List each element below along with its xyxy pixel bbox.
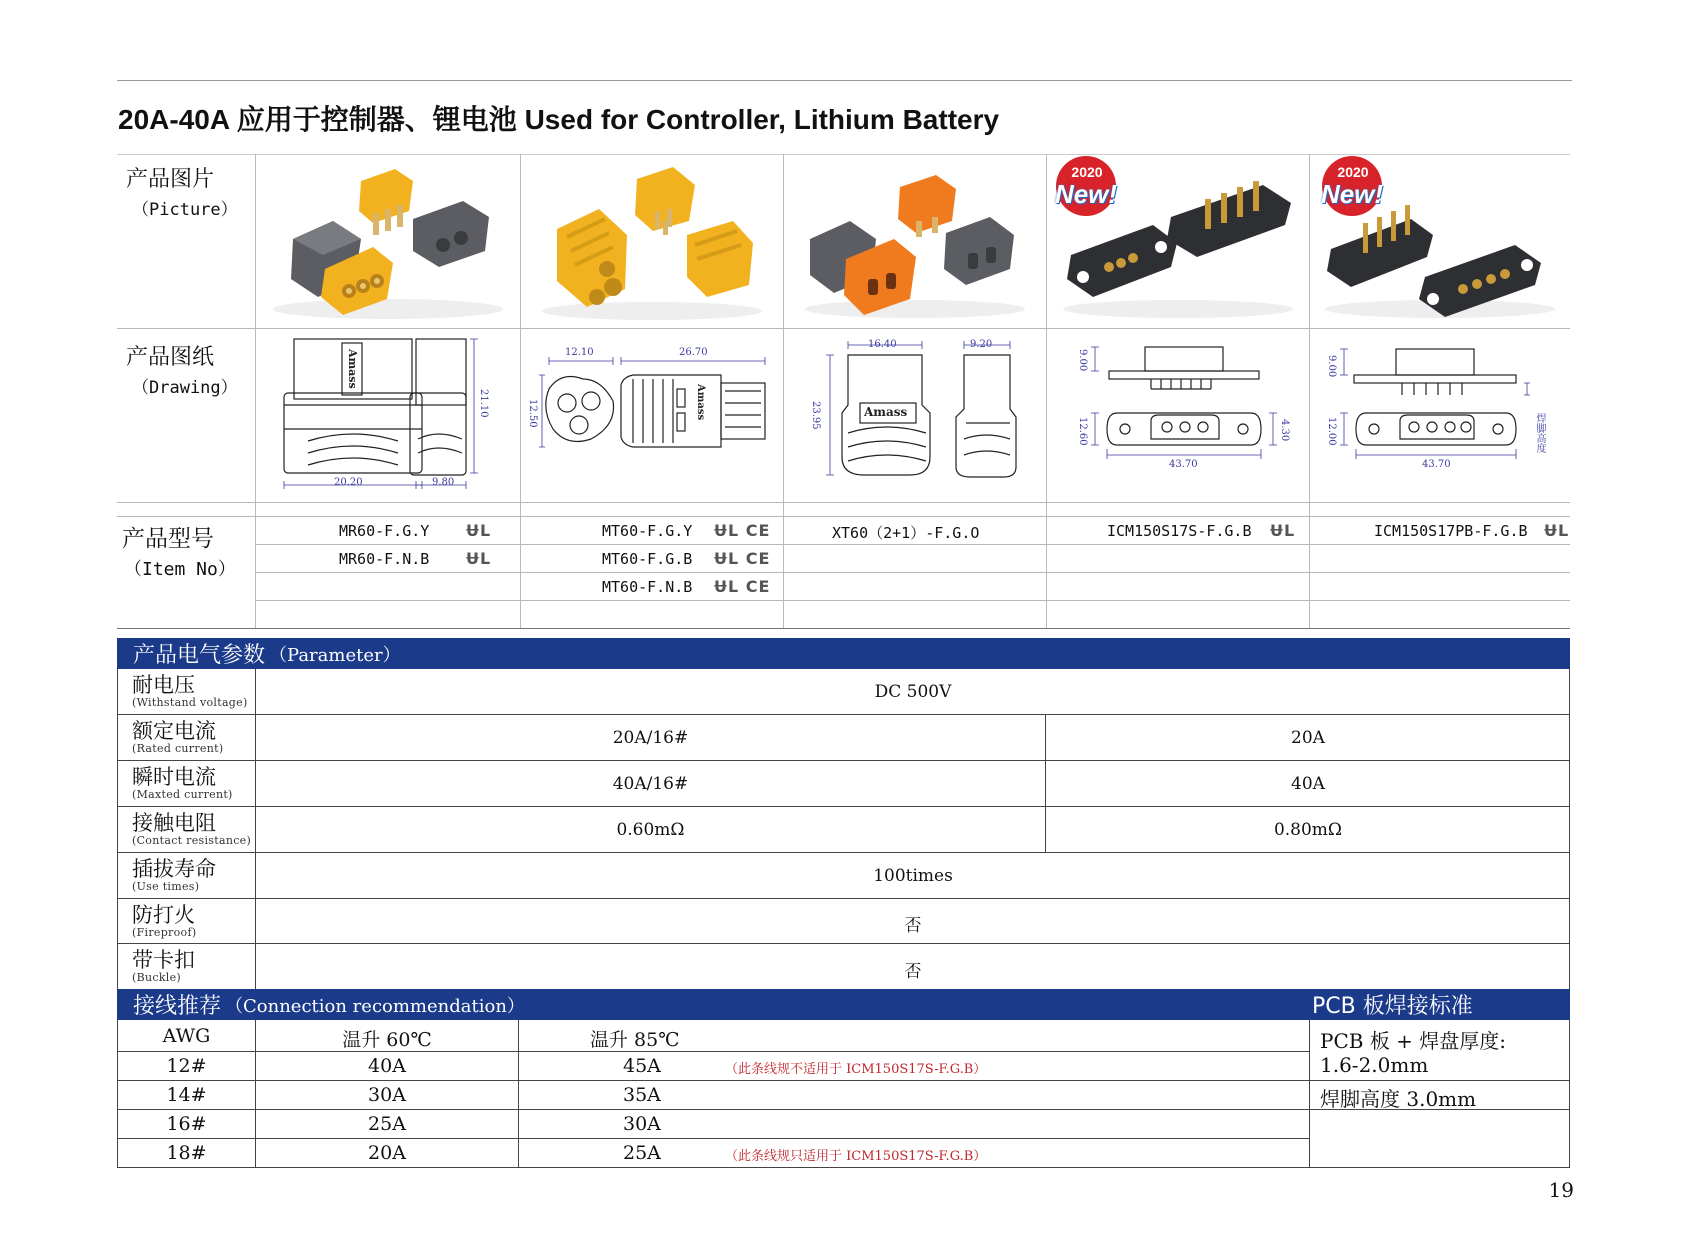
grid-line [117,1080,1570,1081]
dim-label: 12.00 [1326,417,1337,446]
dim-label: 4.30 [1279,419,1290,442]
param-label [132,673,248,709]
param-label-en: (Rated current) [132,742,224,755]
item-label-en: （Item No） [124,559,236,580]
grid-line [117,628,1570,629]
drawing-mr60 [256,329,520,502]
param-label [132,903,196,939]
dim-label: 9.00 [1326,355,1337,378]
col-temp-60: 温升 60℃ [342,1029,432,1051]
top-rule [117,80,1572,81]
picture-row-label [126,162,238,220]
grid-line [117,898,1570,899]
dim-label: 焊脚高度 [1534,413,1545,453]
grid-line [117,714,1570,715]
new-badge-text: New! [1320,179,1384,209]
item-code: MT60-F.G.B [602,550,693,568]
ul-cert-icon: ɄL [466,549,492,568]
item-code: MT60-F.G.Y [602,522,693,540]
awg-value: 16# [166,1113,207,1135]
grid-line [518,1020,519,1167]
page-title: 20A-40A 应用于控制器、锂电池 Used for Controller, Lithium Battery [118,104,1000,135]
wiring-note: （此条线规只适用于 ICM150S17S-F.G.B） [725,1149,987,1164]
param-label-en: (Use times) [132,880,200,893]
item-code: ICM150S17PB-F.G.B [1374,522,1528,540]
item-code: ICM150S17S-F.G.B [1107,522,1252,540]
temp85-value: 45A [623,1055,661,1077]
wiring-header-cn: 接线推荐 [133,994,222,1019]
product-photo-mt60 [521,155,783,328]
param-label [132,948,195,984]
param-label-en: (Contact resistance) [132,834,252,847]
grid-line [255,544,1570,545]
ul-cert-icon: ɄL [1270,521,1296,540]
param-value: 0.60mΩ [616,820,685,840]
ul-ce-cert-icon: ɄL CE [714,577,771,596]
ul-ce-cert-icon: ɄL CE [714,549,771,568]
pcb-header [1310,989,1570,1020]
wiring-note: （此条线规不适用于 ICM150S17S-F.G.B） [725,1062,987,1077]
dim-label: 23.95 [810,401,821,430]
drawing-row-label [126,340,238,398]
param-label-cn: 耐电压 [132,673,195,697]
dim-label: 16.40 [868,339,897,350]
new-badge [1318,154,1384,220]
item-code: MR60-F.G.Y [339,522,430,540]
item-code: MT60-F.N.B [602,578,693,596]
grid-line [255,600,1570,601]
picture-label-cn: 产品图片 [126,167,215,192]
param-value: 40A/16# [612,774,689,794]
col-temp-85: 温升 85℃ [590,1029,680,1051]
param-value: 否 [904,916,922,936]
param-label-cn: 防打火 [132,903,195,927]
product-photo-xt60 [784,155,1046,328]
product-photo-mr60 [256,155,520,328]
drawing-brand: Amass [695,384,706,421]
pcb-header-text: PCB 板焊接标准 [1312,994,1473,1019]
param-label-cn: 额定电流 [132,719,216,743]
grid-line [117,1167,1570,1168]
param-value: 100times [873,866,953,886]
param-label-cn: 接触电阻 [132,811,216,835]
awg-value: 18# [166,1142,207,1164]
item-code: MR60-F.N.B [339,550,430,568]
param-value: 20A [1291,728,1325,748]
item-label-cn: 产品型号 [122,526,214,552]
temp85-value: 35A [623,1084,661,1106]
grid-line [117,502,1570,503]
temp60-value: 25A [368,1113,406,1135]
picture-label-en: （Picture） [132,200,238,220]
wiring-header-en: （Connection recommendation） [225,995,525,1017]
param-label [132,857,216,893]
param-label [132,719,223,755]
grid-line [255,572,1570,573]
param-value: DC 500V [874,682,952,702]
grid-line [117,806,1570,807]
dim-label: 20.20 [334,477,363,488]
wiring-header [117,989,1310,1020]
col-awg: AWG [162,1025,211,1047]
param-label-en: (Maxted current) [132,788,233,801]
temp85-value: 30A [623,1113,661,1135]
drawing-mt60 [521,329,783,502]
grid-line [117,760,1570,761]
temp60-value: 20A [368,1142,406,1164]
item-code: XT60（2+1）-F.G.O [832,524,980,542]
grid-line [117,852,1570,853]
param-label-cn: 带卡扣 [132,948,195,972]
param-label-cn: 瞬时电流 [132,765,216,789]
grid-line [1309,1020,1310,1167]
awg-value: 12# [166,1055,207,1077]
drawing-brand: Amass [864,405,908,419]
param-label [132,811,251,847]
grid-line [117,1138,1310,1139]
page-number: 19 [1548,1178,1574,1202]
ul-ce-cert-icon: ɄL CE [714,521,771,540]
dim-label: 43.70 [1422,459,1451,470]
parameter-header [117,638,1570,669]
temp60-value: 30A [368,1084,406,1106]
item-row-label [122,520,236,581]
pcb-spec-line: PCB 板 + 焊盘厚度: [1320,1029,1507,1053]
drawing-icm150s17s [1047,329,1309,502]
drawing-icm150s17pb [1310,329,1570,502]
drawing-label-cn: 产品图纸 [126,345,215,370]
dim-label: 26.70 [679,347,708,358]
drawing-xt60 [784,329,1046,502]
pcb-spec-line: 焊脚高度 3.0mm [1320,1087,1477,1111]
temp60-value: 40A [368,1055,406,1077]
parameter-header-cn: 产品电气参数 [133,643,266,668]
temp85-value: 25A [623,1142,661,1164]
dim-label: 43.70 [1169,459,1198,470]
param-label-cn: 插拔寿命 [132,857,216,881]
awg-value: 14# [166,1084,207,1106]
dim-label: 12.10 [565,347,594,358]
ul-cert-icon: ɄL [466,521,492,540]
new-badge [1052,154,1118,220]
drawing-brand: Amass [346,349,359,389]
drawing-label-en: （Drawing） [132,378,238,398]
param-value: 40A [1291,774,1325,794]
grid-line [117,943,1570,944]
param-label-en: (Withstand voltage) [132,696,248,709]
new-badge-year: 2020 [1071,164,1103,180]
new-badge-text: New! [1054,179,1118,209]
dim-label: 12.50 [527,399,538,428]
dim-label: 9.00 [1077,349,1088,372]
new-badge-year: 2020 [1337,164,1369,180]
dim-label: 9.80 [432,477,455,488]
pcb-spec-line: 1.6-2.0mm [1320,1053,1429,1077]
dim-label: 9.20 [970,339,993,350]
param-label-en: (Buckle) [132,971,182,984]
param-value: 否 [904,962,922,982]
param-value: 0.80mΩ [1273,820,1343,840]
grid-line [117,516,1570,517]
dim-label: 21.10 [478,389,489,418]
parameter-header-en: （Parameter） [269,644,401,666]
param-label [132,765,233,801]
param-label-en: (Fireproof) [132,926,197,939]
dim-label: 12.60 [1077,417,1088,446]
ul-cert-icon: ɄL [1544,521,1570,540]
param-value: 20A/16# [612,728,689,748]
